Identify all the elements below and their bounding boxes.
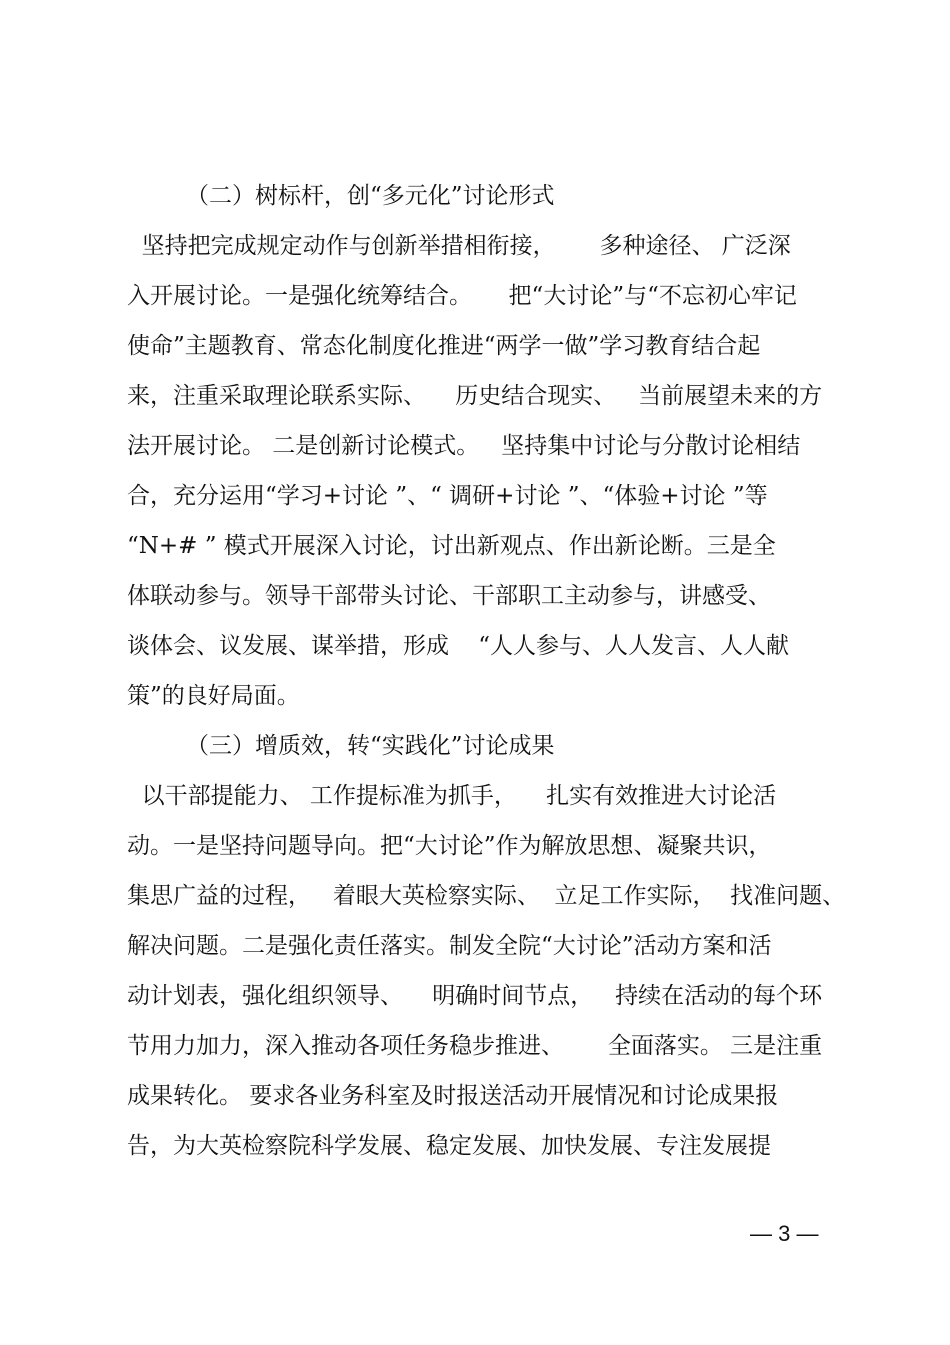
paragraph-line: 法开展讨论。 二是创新讨论模式。 坚持集中讨论与分散讨论相结	[127, 433, 801, 459]
page-number: — 3 —	[750, 1221, 819, 1246]
paragraph-line: 入开展讨论。一是强化统筹结合。 把“大讨论”与“不忘初心牢记	[127, 283, 797, 309]
paragraph-line: 成果转化。 要求各业务科室及时报送活动开展情况和讨论成果报	[127, 1083, 779, 1109]
paragraph-line: 以干部提能力、 工作提标准为抓手， 扎实有效推进大讨论活	[127, 783, 777, 809]
section-heading-2: （二）树标杆，创“多元化”讨论形式	[186, 183, 555, 209]
paragraph-line: 谈体会、议发展、谋举措，形成 “人人参与、人人发言、人人献	[127, 633, 790, 659]
paragraph-line: 集思广益的过程， 着眼大英检察实际、 立足工作实际， 找准问题、	[127, 883, 846, 909]
paragraph-line: 坚持把完成规定动作与创新举措相衔接， 多种途径、 广泛深	[127, 233, 791, 259]
paragraph-line: 体联动参与。领导干部带头讨论、干部职工主动参与，讲感受、	[127, 583, 771, 609]
paragraph-line: 节用力加力，深入推动各项任务稳步推进、 全面落实。 三是注重	[127, 1033, 823, 1059]
paragraph-line: 来，注重采取理论联系实际、 历史结合现实、 当前展望未来的方	[127, 383, 823, 409]
paragraph-line: 动。一是坚持问题导向。把“大讨论”作为解放思想、凝聚共识，	[127, 833, 772, 859]
paragraph-line: 解决问题。二是强化责任落实。制发全院“大讨论”活动方案和活	[127, 933, 772, 959]
paragraph-line: 合，充分运用“学习+讨论 ”、“ 调研+讨论 ”、“体验+讨论 ”等	[127, 483, 768, 509]
paragraph-line: “N+# ” 模式开展深入讨论，讨出新观点、作出新论断。三是全	[127, 533, 776, 559]
paragraph-line: 告，为大英检察院科学发展、稳定发展、加快发展、专注发展提	[127, 1133, 771, 1159]
section-heading-3: （三）增质效，转“实践化”讨论成果	[186, 733, 555, 759]
paragraph-line: 使命”主题教育、常态化制度化推进“两学一做”学习教育结合起	[127, 333, 761, 359]
paragraph-line: 策”的良好局面。	[127, 683, 300, 709]
paragraph-line: 动计划表，强化组织领导、 明确时间节点， 持续在活动的每个环	[127, 983, 823, 1009]
